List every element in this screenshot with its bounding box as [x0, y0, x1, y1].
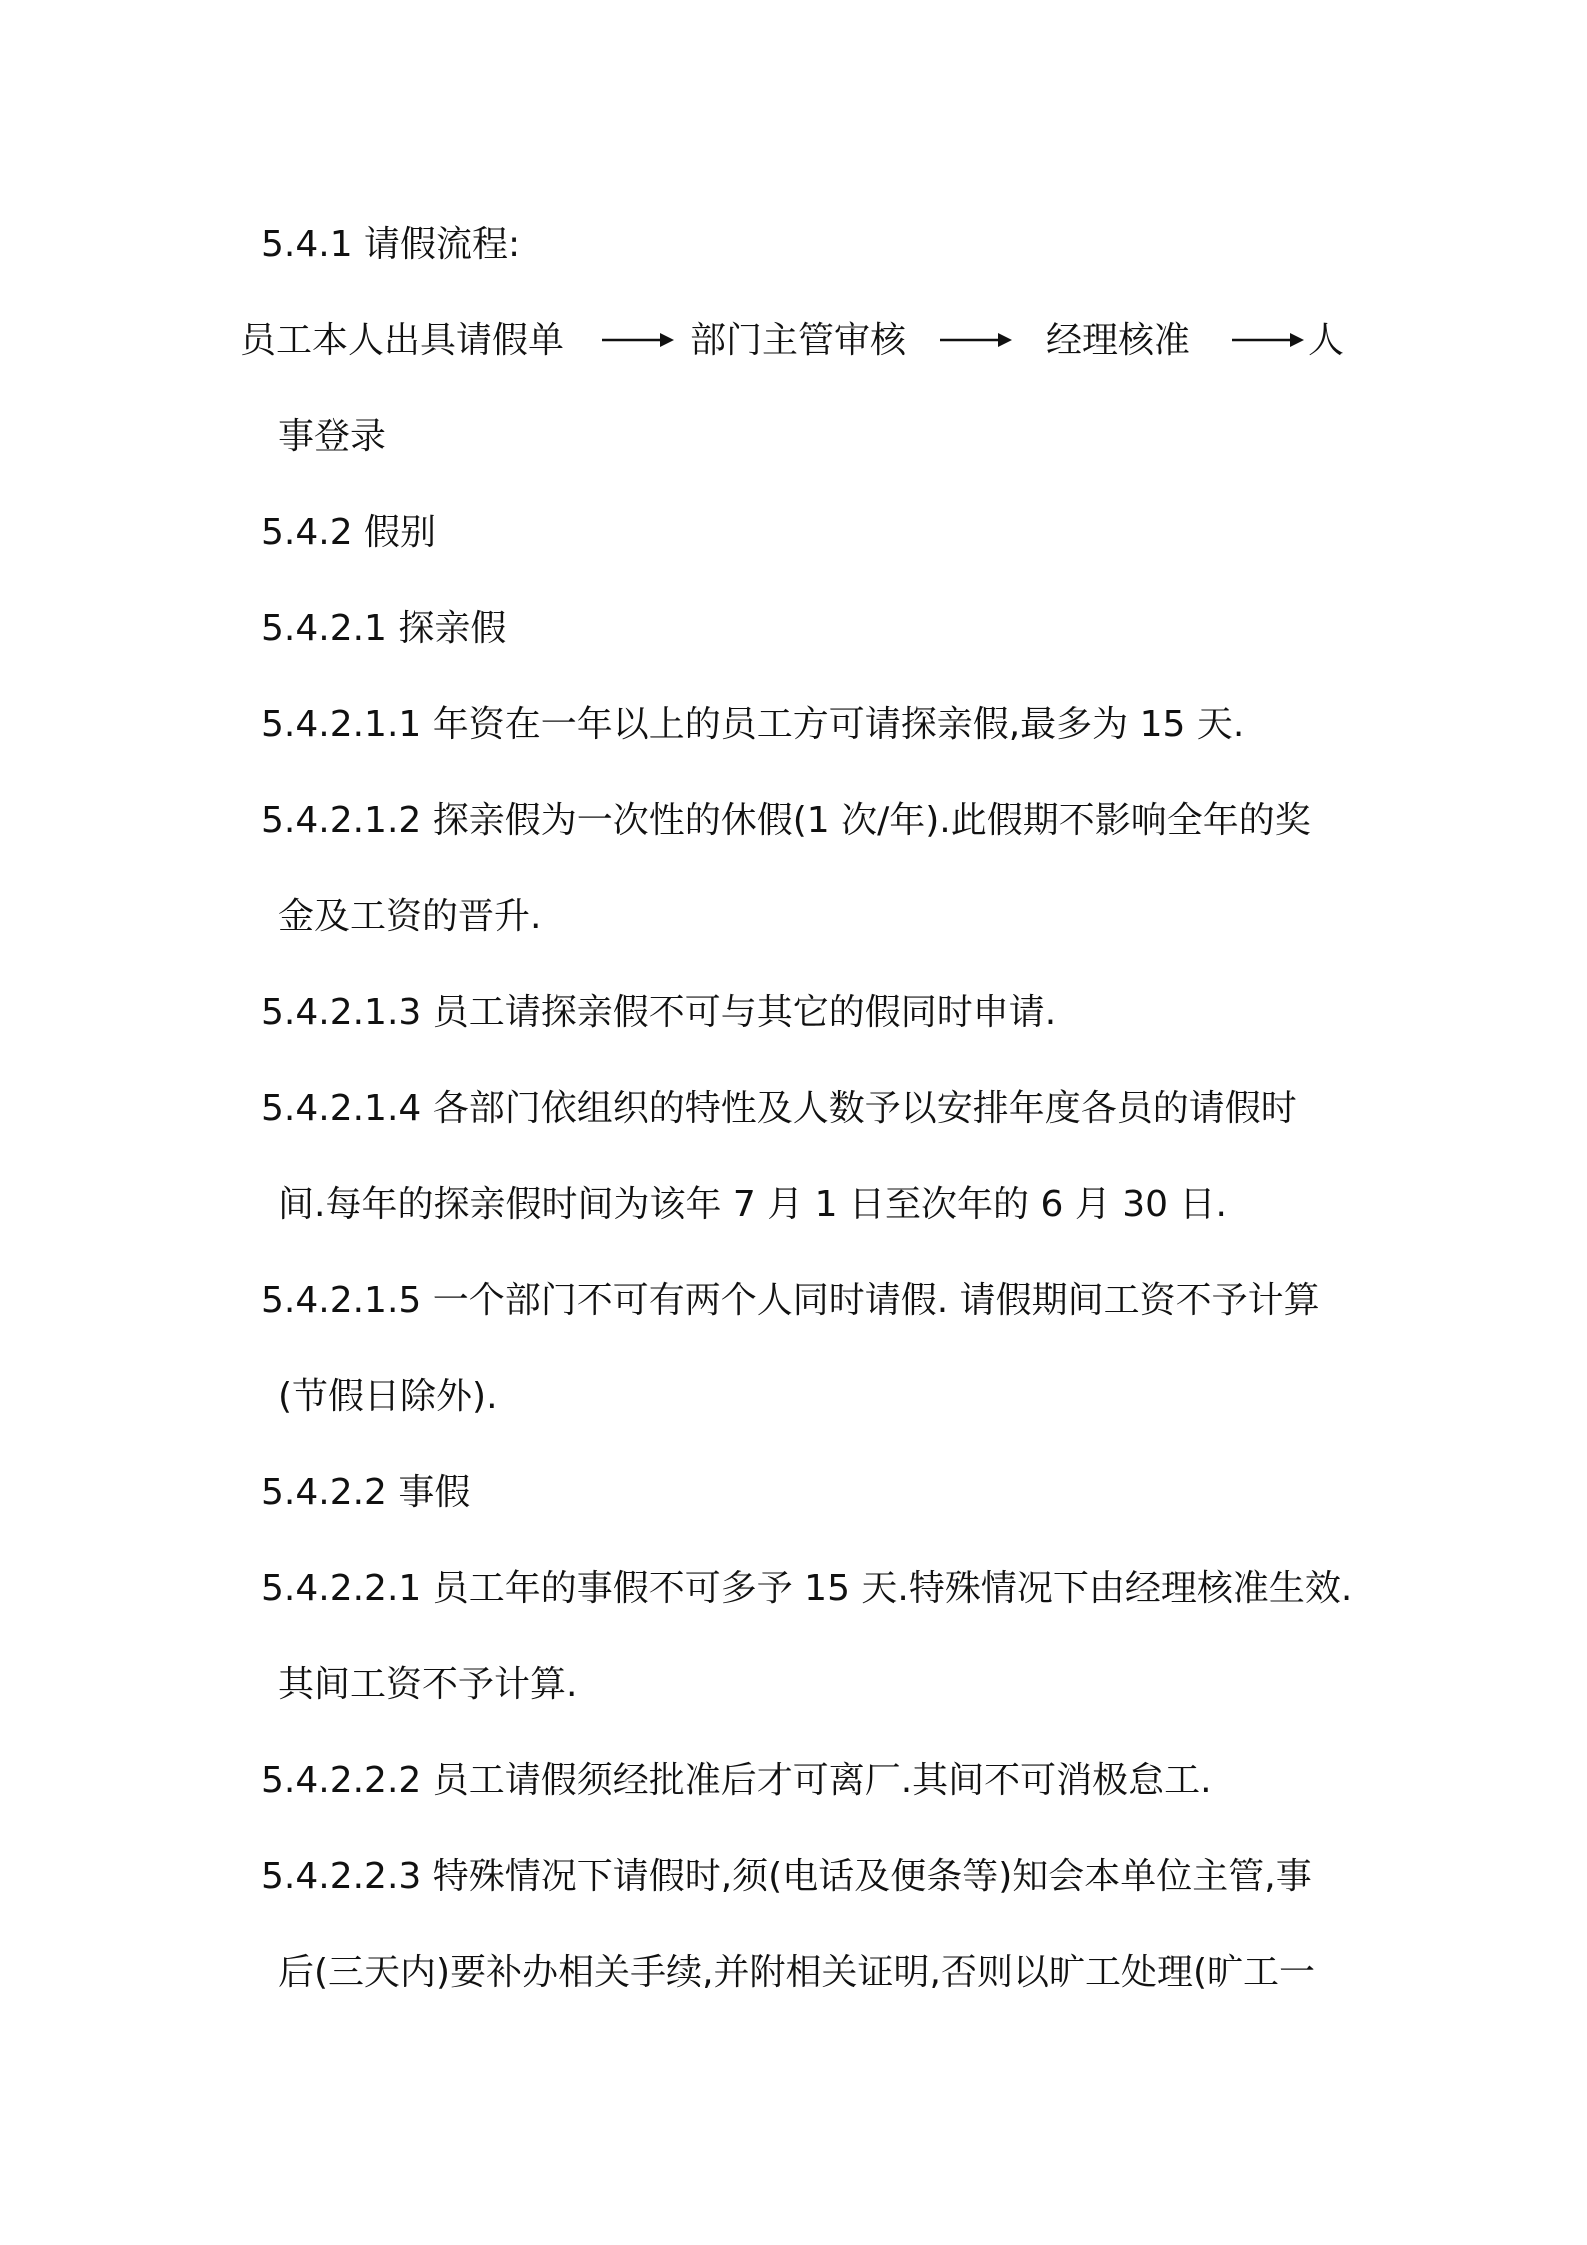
section-heading-5-4-2-1: 5.4.2.1 探亲假 [261, 608, 507, 649]
flow-arrow-icon [938, 317, 1014, 365]
leave-process-flow [240, 317, 1360, 365]
clause-5-4-2-1-4-cont: 间.每年的探亲假时间为该年 7 月 1 日至次年的 6 月 30 日. [278, 1184, 1227, 1225]
clause-5-4-2-2-3-cont: 后(三天内)要补办相关手续,并附相关证明,否则以旷工处理(旷工一 [278, 1952, 1316, 1993]
section-heading-5-4-2: 5.4.2 假别 [261, 512, 437, 553]
flow-step-employee-request: 员工本人出具请假单 [240, 320, 565, 361]
flow-arrow-icon [1230, 317, 1306, 365]
flow-arrow-icon [600, 317, 676, 365]
clause-5-4-2-2-3: 5.4.2.2.3 特殊情况下请假时,须(电话及便条等)知会本单位主管,事 [261, 1856, 1312, 1897]
clause-5-4-2-1-3: 5.4.2.1.3 员工请探亲假不可与其它的假同时申请. [261, 992, 1057, 1033]
clause-5-4-2-2-2: 5.4.2.2.2 员工请假须经批准后才可离厂.其间不可消极怠工. [261, 1760, 1212, 1801]
flow-step-dept-review: 部门主管审核 [690, 320, 907, 361]
clause-5-4-2-1-5: 5.4.2.1.5 一个部门不可有两个人同时请假. 请假期间工资不予计算 [261, 1280, 1320, 1321]
clause-5-4-2-1-2: 5.4.2.1.2 探亲假为一次性的休假(1 次/年).此假期不影响全年的奖 [261, 800, 1311, 841]
clause-5-4-2-2-1: 5.4.2.2.1 员工年的事假不可多予 15 天.特殊情况下由经理核准生效. [261, 1568, 1353, 1609]
flow-step-hr-record-start: 人 [1308, 320, 1345, 361]
clause-5-4-2-1-1: 5.4.2.1.1 年资在一年以上的员工方可请探亲假,最多为 15 天. [261, 704, 1245, 745]
clause-5-4-2-1-5-cont: (节假日除外). [278, 1376, 498, 1417]
section-heading-5-4-2-2: 5.4.2.2 事假 [261, 1472, 471, 1513]
flow-continuation: 事登录 [278, 416, 387, 457]
clause-5-4-2-1-2-cont: 金及工资的晋升. [278, 896, 542, 937]
clause-5-4-2-2-1-cont: 其间工资不予计算. [278, 1664, 578, 1705]
flow-step-manager-approval: 经理核准 [1046, 320, 1191, 361]
section-heading-5-4-1: 5.4.1 请假流程: [261, 224, 521, 265]
clause-5-4-2-1-4: 5.4.2.1.4 各部门依组织的特性及人数予以安排年度各员的请假时 [261, 1088, 1297, 1129]
